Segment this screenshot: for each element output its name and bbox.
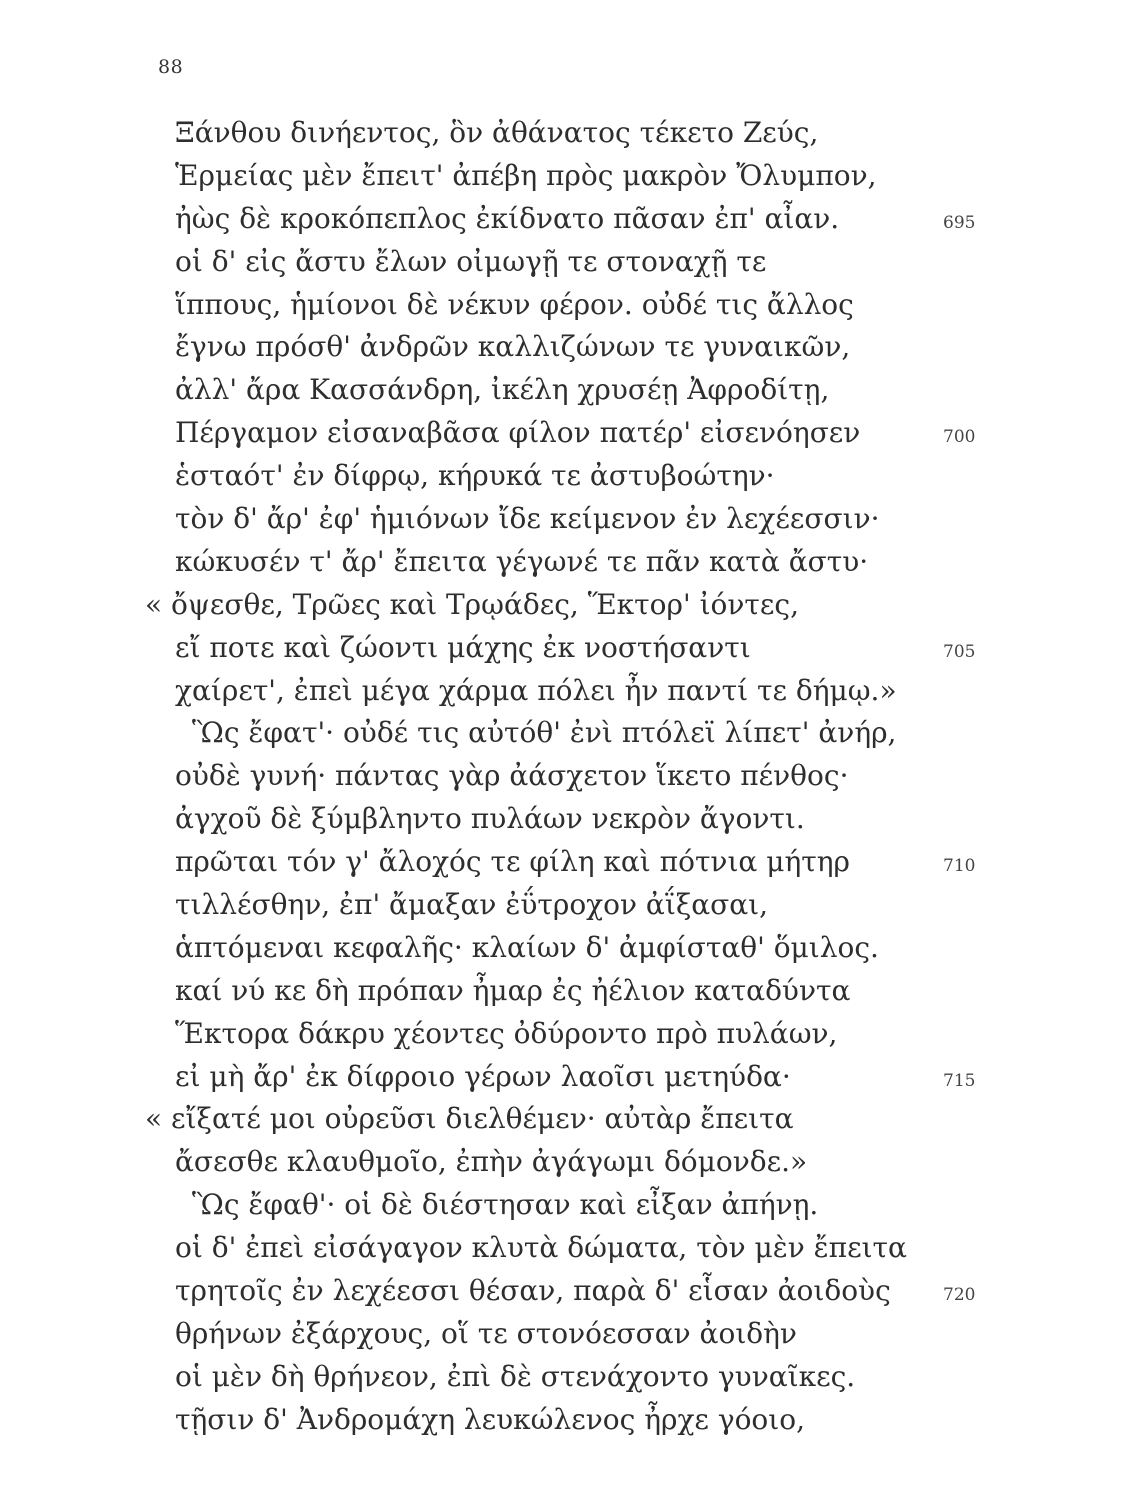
line-number: 695 (943, 212, 976, 233)
verse-line (0, 412, 1146, 455)
verse-text: οὐδὲ γυνή· πάντας γὰρ ἀάσχετον ἵκετο πένθος· (175, 759, 849, 793)
verse-line (0, 1013, 1146, 1056)
verse-line (0, 155, 1146, 198)
verse-line (0, 712, 1146, 755)
verse-line (0, 541, 1146, 584)
verse-text: τὸν δ' ἄρ' ἐφ' ἡμιόνων ἴδε κείμενον ἐν λεχέεσσιν· (175, 502, 880, 536)
page-number: 88 (158, 56, 184, 78)
verse-line (0, 498, 1146, 541)
verse-line (0, 798, 1146, 841)
verse-text: ἔγνω πρόσθ' ἀνδρῶν καλλιζώνων τε γυναικῶν, (175, 330, 851, 364)
line-number: 705 (943, 641, 976, 662)
verse-text: θρήνων ἐξάρχους, οἵ τε στονόεσσαν ἀοιδὴν (175, 1316, 797, 1350)
verse-text: εἴ ποτε καὶ ζώοντι μάχης ἐκ νοστήσαντι (175, 630, 751, 664)
verse-text: « εἴξατέ μοι οὐρεῦσι διελθέμεν· αὐτὰρ ἔπειτα (145, 1102, 794, 1136)
verse-text: οἱ μὲν δὴ θρήνεον, ἐπὶ δὲ στενάχοντο γυναῖκες. (175, 1359, 856, 1393)
verse-text: κώκυσέν τ' ἄρ' ἔπειτα γέγωνέ τε πᾶν κατὰ ἄστυ· (175, 544, 869, 578)
verse-line (0, 241, 1146, 284)
verse-text: τρητοῖς ἐν λεχέεσσι θέσαν, παρὰ δ' εἷσαν ἀοιδοὺς (175, 1274, 891, 1308)
verse-text: καί νύ κε δὴ πρόπαν ἦμαρ ἐς ἠέλιον καταδύντα (175, 973, 851, 1007)
line-number: 715 (943, 1070, 976, 1091)
verse-text: ἀγχοῦ δὲ ξύμβληντο πυλάων νεκρὸν ἄγοντι. (175, 802, 805, 836)
verse-line (0, 326, 1146, 369)
line-number: 710 (943, 856, 976, 877)
verse-line (0, 841, 1146, 884)
verse-text: οἱ δ' εἰς ἄστυ ἔλων οἰμωγῇ τε στοναχῇ τε (175, 244, 767, 278)
verse-line (0, 670, 1146, 713)
verse-line (0, 198, 1146, 241)
verse-line (0, 755, 1146, 798)
verse-line (0, 1270, 1146, 1313)
verse-line (0, 1184, 1146, 1227)
line-number: 720 (943, 1285, 976, 1306)
verse-text: οἱ δ' ἐπεὶ εἰσάγαγον κλυτὰ δώματα, τὸν μὲν ἔπειτα (175, 1231, 907, 1265)
verse-line (0, 455, 1146, 498)
verse-line (0, 1399, 1146, 1442)
verse-text: « ὄψεσθε, Τρῶες καὶ Τρῳάδες, Ἕκτορ' ἰόντες, (145, 587, 800, 621)
verse-text: πρῶται τόν γ' ἄλοχός τε φίλη καὶ πότνια μήτηρ (175, 845, 850, 879)
verse-text: ἁπτόμεναι κεφαλῆς· κλαίων δ' ἀμφίσταθ' ὅμιλος. (175, 930, 879, 964)
verse-line (0, 1141, 1146, 1184)
verse-line (0, 1227, 1146, 1270)
verse-text: Ὣς ἔφαθ'· οἱ δὲ διέστησαν καὶ εἶξαν ἀπήνῃ. (192, 1188, 819, 1222)
verse-text: Ξάνθου δινήεντος, ὃν ἀθάνατος τέκετο Ζεύς, (175, 116, 819, 149)
verse-line (0, 970, 1146, 1013)
verse-text: Ὣς ἔφατ'· οὐδέ τις αὐτόθ' ἐνὶ πτόλεϊ λίπετ' ἀνήρ, (192, 716, 897, 750)
verse-line (0, 1313, 1146, 1356)
verse-line (0, 584, 1146, 627)
verse-lines (0, 112, 1146, 1442)
verse-text: ἵππους, ἡμίονοι δὲ νέκυν φέρον. οὐδέ τις ἄλλος (175, 287, 854, 321)
verse-text: Πέργαμον εἰσαναβᾶσα φίλον πατέρ' εἰσενόησεν (175, 416, 861, 450)
verse-line (0, 627, 1146, 670)
verse-text: Ἑρμείας μὲν ἔπειτ' ἀπέβη πρὸς μακρὸν Ὄλυμπον, (175, 158, 877, 192)
verse-text: εἰ μὴ ἄρ' ἐκ δίφροιο γέρων λαοῖσι μετηύδα· (175, 1059, 791, 1093)
line-number: 700 (943, 427, 976, 448)
verse-text: τιλλέσθην, ἐπ' ἄμαξαν ἐΰτροχον ἀΐξασαι, (175, 888, 769, 922)
verse-text: Ἕκτορα δάκρυ χέοντες ὀδύροντο πρὸ πυλάων, (175, 1016, 838, 1050)
verse-text: ἑσταότ' ἐν δίφρῳ, κήρυκά τε ἀστυβοώτην· (175, 459, 775, 493)
verse-line (0, 1056, 1146, 1099)
verse-text: ἄσεσθε κλαυθμοῖο, ἐπὴν ἀγάγωμι δόμονδε.» (175, 1145, 808, 1179)
verse-text: χαίρετ', ἐπεὶ μέγα χάρμα πόλει ἦν παντί τε δήμῳ.» (175, 673, 897, 707)
verse-text: ἀλλ' ἄρα Κασσάνδρη, ἰκέλη χρυσέῃ Ἀφροδίτῃ, (175, 373, 830, 407)
verse-line (0, 284, 1146, 327)
verse-text: τῇσιν δ' Ἀνδρομάχη λευκώλενος ἦρχε γόοιο, (175, 1402, 806, 1436)
verse-line (0, 927, 1146, 970)
verse-line (0, 884, 1146, 927)
verse-line (0, 1098, 1146, 1141)
verse-line (0, 1356, 1146, 1399)
verse-line (0, 369, 1146, 412)
verse-line (0, 112, 1146, 155)
verse-text: ἠὼς δὲ κροκόπεπλος ἐκίδνατο πᾶσαν ἐπ' αἶαν. (175, 201, 840, 235)
